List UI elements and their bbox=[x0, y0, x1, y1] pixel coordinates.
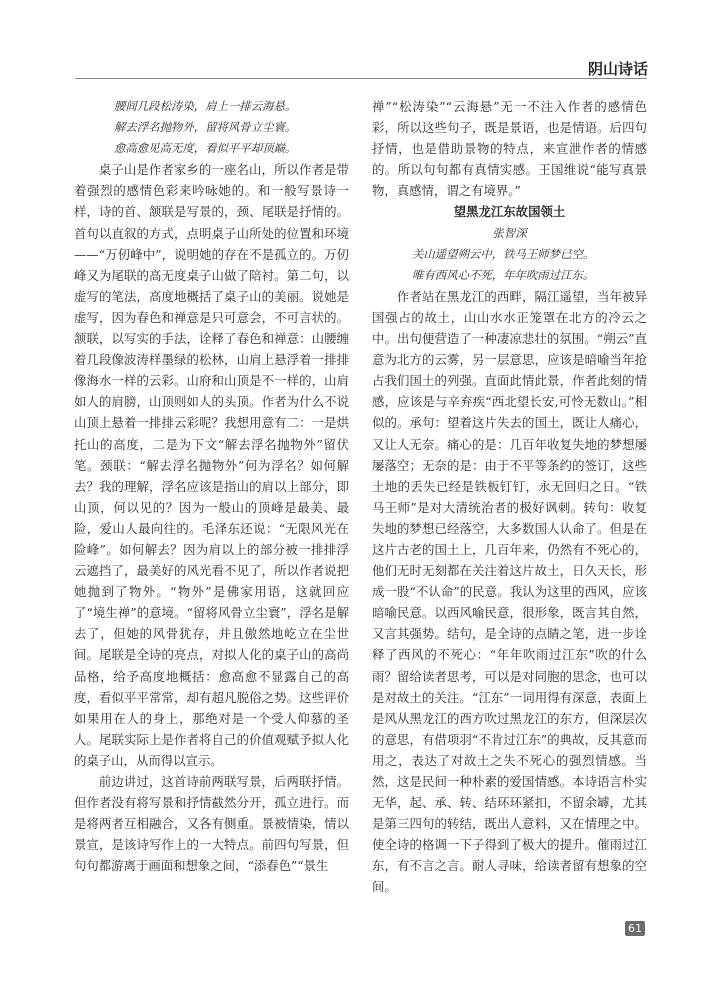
body-paragraph: 前边讲过，这首诗前两联写景，后两联抒情。但作者没有将写景和抒情截然分开，孤立进行。而是将两者互相融合，又各有侧重。景被情染，情以景宣，是该诗写作上的一大特点。前四句写景，但句句都游离于画面和想象之间，“添春色”“景生 bbox=[74, 774, 349, 874]
body-paragraph: 作者站在黑龙江的西畔，隔江遥望，当年被异国强占的故土，山山水水正笼罩在北方的冷云之中。出句便营造了一种凄凉悲壮的氛围。“朔云”直意为北方的云雾，另一层意思，应该是暗喻当年抢占我们国土的列强。直面此情此景，作者此刻的情感，应该是与辛弃疾“西北望长安,可怜无数山。”相似的。承句：望着这片失去的国土，既让人痛心，又让人无奈。痛心的是：几百年收复失地的梦想屡屡落空；无奈的是：由于不平等条约的签订，这些土地的丢失已经是铁板钉钉，永无回归之日。“铁马王师”是对大清统治者的极好讽刺。转句：收复失地的梦想已经落空，大多数国人认命了。但是在这片古老的国土上，几百年来，仍然有不死心的，他们无时无刻都在关注着这片故土，日久天长，形成一股“不认命”的民意。我认为这里的西风，应该暗喻民意。以西风喻民意，很形象，既言其自然，又言其强势。结句，是全诗的点睛之笔，进一步诠释了西风的不死心：“年年吹雨过江东”吹的什么雨？留给读者思考，可以是对同胞的思念，也可以是对故土的关注。“江东”一词用得有深意，表面上是风从黑龙江的西方吹过黑龙江的东方，但深层次的意思，有借项羽“不肯过江东”的典故，反其意而用之，表达了对故土之失不死心的强烈情感。当然，这是民间一种朴素的爱国情感。本诗语言朴实无华，起、承、转、结环环紧扣，不留余罅，尤其是第三四句的转结，既出人意料，又在情理之中。使全诗的格调一下子得到了极大的提升。催雨过江东，有不言之言。耐人寻味，给读者留有想象的空间。 bbox=[372, 288, 647, 895]
header-rule bbox=[75, 78, 647, 79]
left-column bbox=[74, 96, 349, 876]
poem-line: 关山遥望朔云中，铁马王师梦已空。 bbox=[412, 246, 595, 261]
poem-line: 解去浮名抛物外，留将风骨立尘寰。 bbox=[114, 120, 297, 135]
section-title: 望黑龙江东故国领土 bbox=[453, 204, 566, 220]
right-column bbox=[372, 96, 647, 898]
poem-author: 张智深 bbox=[492, 225, 527, 240]
body-paragraph: 桌子山是作者家乡的一座名山，所以作者是带着强烈的感情色彩来吟咏她的。和一般写景诗一样，诗的首、颔联是写景的，颈、尾联是抒情的。首句以直叙的方式，点明桌子山所处的位置和环境——“万仞峰中”，说明她的存在不是孤立的。万仞峰又为尾联的高无度桌子山做了陪衬。第二句，以虚写的笔法，高度地概括了桌子山的美丽。说她是虚写，因为春色和禅意是只可意会，不可言状的。颔联，以写实的手法，诠释了春色和禅意：山腰缠着几段像波涛样墨绿的松林，山肩上悬浮着一排排像海水一样的云彩。山府和山顶是不一样的，山肩如人的肩膀，山顶则如人的头顶。作者为什么不说山顶上悬着一排排云彩呢？我想用意有二：一是烘托山的高度，二是为下文“解去浮名抛物外”留伏笔。颈联：“解去浮名抛物外”何为浮名？如何解去？我的理解，浮名应该是指山的肩以上部分，即山顶，何以见的？因为一般山的顶峰是最美、最险，爱山人最向往的。毛泽东还说：“无限风光在险峰”。如何解去？因为肩以上的部分被一排排浮云遮挡了，最美好的风光看不见了，所以作者说把她抛到了物外。“物外”是佛家用语，这就回应了“境生禅”的意境。“留将风骨立尘寰”，浮名是解去了，但她的风骨犹存，并且傲然地屹立在尘世间。尾联是全诗的亮点，对拟人化的桌子山的高尚品格，给予高度地概括：愈高愈不显露自己的高度，看似平平常常，却有超凡脱俗之势。这些评价如果用在人的身上，那绝对是一个受人仰慕的圣人。尾联实际上是作者将自己的价值观赋予拟人化的桌子山，从而得以宣示。 bbox=[74, 162, 349, 768]
page-header-title: 阴山诗话 bbox=[587, 60, 648, 78]
body-paragraph-continued: 禅”“松涛染”“云海悬”无一不注入作者的感情色彩，所以这些句子，既是景语，也是情语。后四句抒情，也是借助景物的特点，来宣泄作者的情感的。所以句句都有真情实感。王国维说“能写真景物，真感情，谓之有境界。” bbox=[372, 99, 647, 199]
page-number: 61 bbox=[625, 921, 645, 936]
poem-line: 腰间几段松涛染，肩上一排云海悬。 bbox=[114, 99, 297, 113]
poem-line: 唯有西风心不死，年年吹雨过江东。 bbox=[412, 267, 595, 282]
poem-line: 愈高愈见高无度，看似平平却顶巅。 bbox=[114, 141, 297, 156]
